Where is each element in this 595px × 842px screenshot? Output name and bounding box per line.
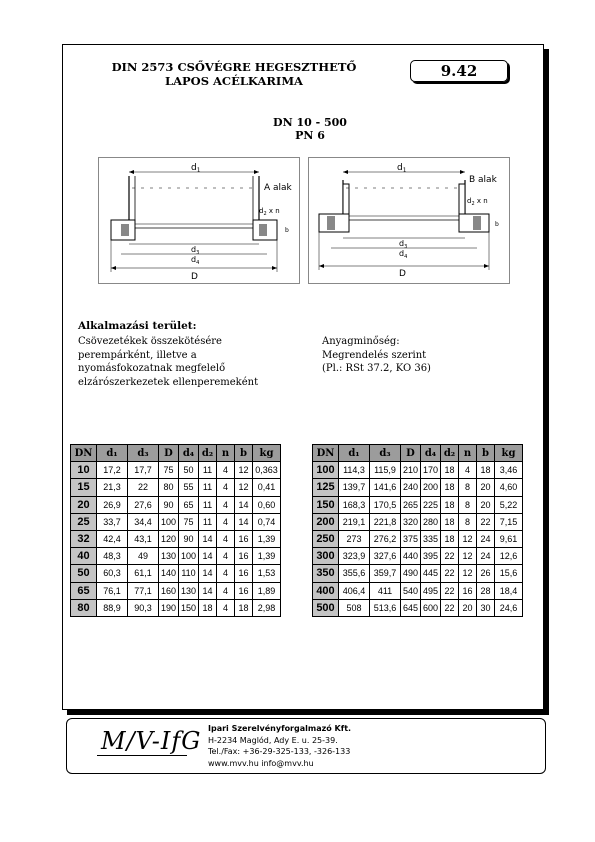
table-cell: 43,1 <box>128 530 159 547</box>
material-text: Anyagminőség: Megrendelés szerint (Pl.: RSt 37.2, KO 36) <box>322 336 431 374</box>
company-name: Ipari Szerelvényforgalmazó Kft. <box>208 724 352 733</box>
dimension-table-right <box>312 444 523 617</box>
table-cell: 1,39 <box>253 548 281 565</box>
table-cell: 1,89 <box>253 582 281 599</box>
table-row <box>313 496 523 513</box>
table-cell: 4 <box>217 599 235 616</box>
type-a-label: A alak <box>264 183 292 193</box>
dn-cell: 32 <box>71 530 97 547</box>
table-cell: 14 <box>235 513 253 530</box>
table-cell: 22 <box>477 513 495 530</box>
table-cell: 22 <box>441 599 459 616</box>
table-cell: 219,1 <box>339 513 370 530</box>
company-phone: Tel./Fax: +36-29-325-133, -326-133 <box>208 747 351 756</box>
table-cell: 26 <box>477 565 495 582</box>
table-cell: 8 <box>459 496 477 513</box>
table-cell: 12 <box>459 548 477 565</box>
table-cell: 27,6 <box>128 496 159 513</box>
table-cell: 61,1 <box>128 565 159 582</box>
company-logo: M/V-IfG <box>101 727 202 755</box>
dim-d3-label-b: $d_3$ <box>399 239 408 250</box>
table-cell: 2,98 <box>253 599 281 616</box>
dn-cell: 125 <box>313 479 339 496</box>
column-header: kg <box>495 445 523 462</box>
table-row <box>71 548 281 565</box>
table-cell: 265 <box>401 496 421 513</box>
table-cell: 90 <box>159 496 179 513</box>
dn-cell: 50 <box>71 565 97 582</box>
table-cell: 11 <box>199 496 217 513</box>
table-cell: 16 <box>235 565 253 582</box>
table-cell: 48,3 <box>97 548 128 565</box>
table-cell: 323,9 <box>339 548 370 565</box>
table-row <box>313 582 523 599</box>
table-cell: 100 <box>179 548 199 565</box>
table-cell: 411 <box>370 582 401 599</box>
table-cell: 24,6 <box>495 599 523 616</box>
table-header-row <box>71 445 281 462</box>
table-cell: 49 <box>128 548 159 565</box>
column-header: b <box>477 445 495 462</box>
table-cell: 15,6 <box>495 565 523 582</box>
flange-drawing-type-b <box>308 157 510 284</box>
table-cell: 77,1 <box>128 582 159 599</box>
column-header: d₃ <box>128 445 159 462</box>
table-cell: 160 <box>159 582 179 599</box>
table-cell: 445 <box>421 565 441 582</box>
column-header: DN <box>71 445 97 462</box>
table-cell: 14 <box>199 548 217 565</box>
table-row <box>71 462 281 479</box>
column-header: b <box>235 445 253 462</box>
catalog-code-badge: 9.42 <box>410 60 508 82</box>
table-cell: 55 <box>179 479 199 496</box>
table-cell: 75 <box>159 462 179 479</box>
table-cell: 12 <box>235 462 253 479</box>
table-row <box>313 530 523 547</box>
column-header: D <box>401 445 421 462</box>
table-cell: 139,7 <box>339 479 370 496</box>
table-cell: 276,2 <box>370 530 401 547</box>
table-cell: 5,22 <box>495 496 523 513</box>
table-row <box>71 530 281 547</box>
table-row <box>71 496 281 513</box>
column-header: d₃ <box>370 445 401 462</box>
table-row <box>313 479 523 496</box>
table-cell: 50 <box>179 462 199 479</box>
table-cell: 11 <box>199 462 217 479</box>
table-cell: 130 <box>159 548 179 565</box>
table-cell: 30 <box>477 599 495 616</box>
table-cell: 150 <box>179 599 199 616</box>
table-cell: 4 <box>217 530 235 547</box>
company-web: www.mvv.hu info@mvv.hu <box>208 758 314 768</box>
table-cell: 221,8 <box>370 513 401 530</box>
dim-D-label: D <box>191 272 198 282</box>
column-header: d₁ <box>97 445 128 462</box>
table-cell: 21,3 <box>97 479 128 496</box>
table-cell: 200 <box>421 479 441 496</box>
table-cell: 28 <box>477 582 495 599</box>
table-cell: 320 <box>401 513 421 530</box>
table-cell: 395 <box>421 548 441 565</box>
table-cell: 34,4 <box>128 513 159 530</box>
table-row <box>71 513 281 530</box>
table-cell: 0,60 <box>253 496 281 513</box>
table-cell: 8 <box>459 479 477 496</box>
table-cell: 406,4 <box>339 582 370 599</box>
table-cell: 130 <box>179 582 199 599</box>
table-cell: 375 <box>401 530 421 547</box>
table-cell: 355,6 <box>339 565 370 582</box>
dimension-table-left <box>70 444 281 617</box>
table-cell: 20 <box>477 496 495 513</box>
table-cell: 508 <box>339 599 370 616</box>
dim-b-label-b: b <box>495 221 499 228</box>
table-cell: 16 <box>235 582 253 599</box>
table-cell: 12 <box>459 565 477 582</box>
table-cell: 0,41 <box>253 479 281 496</box>
dn-cell: 250 <box>313 530 339 547</box>
application-title: Alkalmazási terület: <box>78 320 197 332</box>
flange-drawing-type-a <box>98 157 300 284</box>
column-header: d₄ <box>179 445 199 462</box>
table-cell: 645 <box>401 599 421 616</box>
table-cell: 4 <box>217 582 235 599</box>
table-cell: 11 <box>199 513 217 530</box>
table-row <box>313 462 523 479</box>
dn-cell: 20 <box>71 496 97 513</box>
dn-cell: 15 <box>71 479 97 496</box>
table-row <box>313 599 523 616</box>
table-cell: 8 <box>459 513 477 530</box>
table-cell: 225 <box>421 496 441 513</box>
column-header: n <box>459 445 477 462</box>
company-address: H-2234 Maglód, Ady E. u. 25-39. <box>208 735 338 745</box>
flange-a-svg <box>99 158 299 283</box>
table-cell: 60,3 <box>97 565 128 582</box>
column-header: DN <box>313 445 339 462</box>
table-cell: 18 <box>441 513 459 530</box>
table-cell: 18 <box>235 599 253 616</box>
dn-cell: 10 <box>71 462 97 479</box>
table-row <box>71 582 281 599</box>
dn-cell: 200 <box>313 513 339 530</box>
table-cell: 80 <box>159 479 179 496</box>
table-cell: 14 <box>199 530 217 547</box>
column-header: d₄ <box>421 445 441 462</box>
column-header: kg <box>253 445 281 462</box>
table-cell: 0,74 <box>253 513 281 530</box>
table-cell: 240 <box>401 479 421 496</box>
table-cell: 33,7 <box>97 513 128 530</box>
column-header: n <box>217 445 235 462</box>
table-cell: 18 <box>441 530 459 547</box>
table-cell: 90 <box>179 530 199 547</box>
table-cell: 18 <box>199 599 217 616</box>
dim-d2-label-b: $d_2$ x n <box>467 197 488 207</box>
table-cell: 170 <box>421 462 441 479</box>
table-cell: 22 <box>441 565 459 582</box>
dn-cell: 350 <box>313 565 339 582</box>
table-cell: 540 <box>401 582 421 599</box>
table-cell: 120 <box>159 530 179 547</box>
table-cell: 273 <box>339 530 370 547</box>
table-cell: 26,9 <box>97 496 128 513</box>
dim-d4-label: $d_4$ <box>191 255 200 266</box>
table-cell: 100 <box>159 513 179 530</box>
table-cell: 4 <box>217 462 235 479</box>
table-cell: 190 <box>159 599 179 616</box>
table-cell: 140 <box>159 565 179 582</box>
logo-underline <box>97 755 187 756</box>
dn-cell: 400 <box>313 582 339 599</box>
table-cell: 16 <box>235 530 253 547</box>
footer-box <box>66 718 546 774</box>
table-cell: 24 <box>477 530 495 547</box>
table-cell: 16 <box>459 582 477 599</box>
table-cell: 18,4 <box>495 582 523 599</box>
nominal-range: DN 10 - 500 PN 6 <box>273 116 347 142</box>
table-cell: 22 <box>128 479 159 496</box>
table-cell: 42,4 <box>97 530 128 547</box>
table-row <box>313 565 523 582</box>
table-cell: 110 <box>179 565 199 582</box>
dn-cell: 300 <box>313 548 339 565</box>
table-cell: 359,7 <box>370 565 401 582</box>
table-cell: 22 <box>441 548 459 565</box>
table-cell: 14 <box>199 582 217 599</box>
dn-cell: 80 <box>71 599 97 616</box>
column-header: d₂ <box>441 445 459 462</box>
table-cell: 18 <box>441 462 459 479</box>
dn-cell: 65 <box>71 582 97 599</box>
dn-cell: 150 <box>313 496 339 513</box>
table-cell: 600 <box>421 599 441 616</box>
application-text: Csövezetékek összekötésére perempárként, illetve a nyomásfokozatnak megfelelő elzárószerkezetek ellenperemeként <box>78 336 259 388</box>
flange-b-svg <box>309 158 509 283</box>
table-cell: 1,39 <box>253 530 281 547</box>
dim-d2-label: $d_2$ x n <box>259 207 280 217</box>
type-b-label: B alak <box>469 175 497 185</box>
table-cell: 9,61 <box>495 530 523 547</box>
dim-D-label-b: D <box>399 269 406 279</box>
table-cell: 115,9 <box>370 462 401 479</box>
table-cell: 18 <box>477 462 495 479</box>
column-header: D <box>159 445 179 462</box>
table-cell: 1,53 <box>253 565 281 582</box>
dn-cell: 500 <box>313 599 339 616</box>
column-header: d₂ <box>199 445 217 462</box>
table-cell: 4 <box>217 513 235 530</box>
table-cell: 4 <box>217 496 235 513</box>
page-title: DIN 2573 CSŐVÉGRE HEGESZTHETŐ LAPOS ACÉLKARIMA <box>111 60 357 88</box>
table-row <box>71 479 281 496</box>
table-cell: 335 <box>421 530 441 547</box>
table-cell: 65 <box>179 496 199 513</box>
table-cell: 4 <box>217 565 235 582</box>
table-cell: 495 <box>421 582 441 599</box>
table-cell: 4 <box>217 548 235 565</box>
table-cell: 11 <box>199 479 217 496</box>
dim-d3-label: $d_3$ <box>191 245 200 256</box>
table-cell: 12 <box>235 479 253 496</box>
table-cell: 18 <box>441 496 459 513</box>
table-cell: 20 <box>477 479 495 496</box>
dn-cell: 40 <box>71 548 97 565</box>
table-cell: 17,7 <box>128 462 159 479</box>
table-cell: 20 <box>459 599 477 616</box>
table-cell: 12,6 <box>495 548 523 565</box>
table-header-row <box>313 445 523 462</box>
table-cell: 90,3 <box>128 599 159 616</box>
table-cell: 0,363 <box>253 462 281 479</box>
table-row <box>71 599 281 616</box>
table-cell: 22 <box>441 582 459 599</box>
table-cell: 327,6 <box>370 548 401 565</box>
table-cell: 4,60 <box>495 479 523 496</box>
table-cell: 17,2 <box>97 462 128 479</box>
contact-info <box>208 723 351 769</box>
table-cell: 7,15 <box>495 513 523 530</box>
table-cell: 114,3 <box>339 462 370 479</box>
table-cell: 14 <box>235 496 253 513</box>
column-header: d₁ <box>339 445 370 462</box>
table-cell: 490 <box>401 565 421 582</box>
table-cell: 440 <box>401 548 421 565</box>
dim-d4-label-b: $d_4$ <box>399 249 408 260</box>
table-cell: 513,6 <box>370 599 401 616</box>
dim-d1-label-b: $d_1$ <box>397 163 407 174</box>
table-cell: 12 <box>459 530 477 547</box>
table-row <box>71 565 281 582</box>
table-cell: 4 <box>217 479 235 496</box>
dn-cell: 100 <box>313 462 339 479</box>
table-cell: 88,9 <box>97 599 128 616</box>
table-cell: 14 <box>199 565 217 582</box>
table-cell: 75 <box>179 513 199 530</box>
table-cell: 16 <box>235 548 253 565</box>
dim-b-label: b <box>285 227 289 234</box>
table-cell: 210 <box>401 462 421 479</box>
table-cell: 170,5 <box>370 496 401 513</box>
dn-cell: 25 <box>71 513 97 530</box>
table-cell: 4 <box>459 462 477 479</box>
table-row <box>313 513 523 530</box>
table-cell: 3,46 <box>495 462 523 479</box>
table-cell: 168,3 <box>339 496 370 513</box>
table-cell: 76,1 <box>97 582 128 599</box>
table-cell: 18 <box>441 479 459 496</box>
dim-d1-label: $d_1$ <box>191 163 201 174</box>
table-cell: 24 <box>477 548 495 565</box>
table-cell: 141,6 <box>370 479 401 496</box>
table-row <box>313 548 523 565</box>
table-cell: 280 <box>421 513 441 530</box>
